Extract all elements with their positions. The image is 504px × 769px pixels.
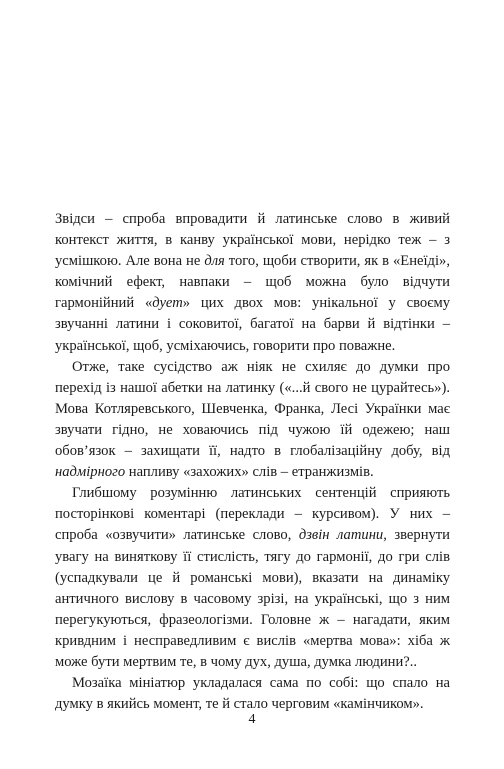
paragraph-2 (55, 357, 450, 484)
paragraph-4 (55, 673, 450, 715)
paragraph-3 (55, 483, 450, 673)
text-run: того, щоби створити, як в «Енеїді», комічний ефект, навпаки – щоб можна було відчути гармонійний « (55, 253, 450, 312)
italic-run: для (204, 253, 225, 270)
text-run: Мозаїка мініатюр укладалася сама по собі: що спало на думку в якийсь момент, те й стало черговим «камінчиком». (55, 675, 450, 713)
text-run: , звернути увагу на виняткову її стислість, тягу до гармонії, до гри слів (успадкували це й романські мови), вказати на динаміку античного вислову в часовому зрізі, на українські, що з ним перегукуються, фразеологізми. Головне ж – нагадати, яким кривдним і несправедливим є вислів «мертва мова»: хіба ж може бути мертвим те, в чому дух, душа, думка людини?.. (55, 527, 450, 670)
text-run: напливу «захожих» слів – етранжизмів. (125, 464, 374, 481)
text-run: » цих двох мов: унікальної у своєму звучанні латини і соковитої, багатої на барви й відтінки – української, щоб, усміхаючись, говорити про поважне. (55, 295, 451, 354)
italic-run: надмірного (55, 464, 126, 481)
paragraph-1 (55, 209, 450, 357)
italic-run: дует (152, 295, 183, 312)
text-run: Звідси – спроба впровадити й латинське слово в живий контекст життя, в канву української мови, нерідко теж – з усмішкою. Але вона не (55, 211, 450, 270)
body-text (55, 209, 450, 715)
italic-run: дзвін латини (298, 527, 384, 544)
text-run: Отже, таке сусідство аж ніяк не схиляє до думки про перехід із нашої абетки на латинку («...й свого не цурайтесь»). Мова Котляревського, Шевченка, Франка, Лесі Українки має звучати гідно, не ховаючись під чужою їй одежею; наш обов’язок – захищати її, надто в глобалізаційну добу, від (55, 358, 450, 460)
page-number: 4 (248, 712, 256, 727)
text-run: Глибшому розумінню латинських сентенцій сприяють посторінкові коментарі (переклади – курсивом). У них – спроба «озвучити» латинське слово, (55, 485, 450, 544)
